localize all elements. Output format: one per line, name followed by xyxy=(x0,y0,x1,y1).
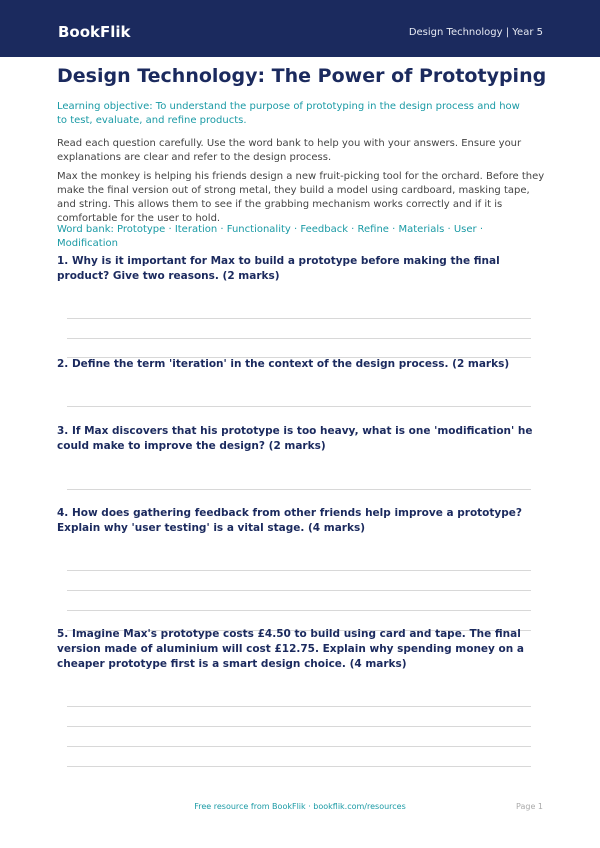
learning-objective: Learning objective: To understand the purpose of prototyping in the design process and how to test, evaluate, and refine products. xyxy=(57,101,520,126)
page-number: Page 1 xyxy=(516,802,543,811)
scenario-text: Max the monkey is helping his friends design a new fruit-picking tool for the orchard. Before they make the final version out of strong metal, they build a model using cardboard, masking tape, and string. This allows them to see if the grabbing mechanism works correctly and if it is comfortable for the user to hold. xyxy=(57,171,545,224)
brand-logo[interactable]: BookFlik xyxy=(58,23,131,41)
answer-line[interactable] xyxy=(67,766,531,767)
question-4: 4. How does gathering feedback from other friends help improve a prototype? Explain why 'user testing' is a vital stage. (4 marks) xyxy=(57,507,522,534)
question-3: 3. If Max discovers that his prototype is too heavy, what is one 'modification' he could make to improve the design? (2 marks) xyxy=(57,425,533,452)
answer-line[interactable] xyxy=(67,338,531,339)
answer-line[interactable] xyxy=(67,489,531,490)
answer-line[interactable] xyxy=(67,318,531,319)
question-1: 1. Why is it important for Max to build a prototype before making the final product? Give two reasons. (2 marks) xyxy=(57,255,500,282)
question-2: 2. Define the term 'iteration' in the context of the design process. (2 marks) xyxy=(57,358,510,370)
question-5: 5. Imagine Max's prototype costs £4.50 to build using card and tape. The final version made of aluminium will cost £12.75. Explain why spending money on a cheaper prototype first is a smart design choice. (4 marks) xyxy=(57,628,524,670)
answer-line[interactable] xyxy=(67,746,531,747)
answer-line[interactable] xyxy=(67,590,531,591)
header-bar xyxy=(0,0,600,57)
word-bank: Word bank: Prototype · Iteration · Functionality · Feedback · Refine · Materials · User · Modification xyxy=(57,224,484,249)
answer-line[interactable] xyxy=(67,706,531,707)
instructions: Read each question carefully. Use the word bank to help you with your answers. Ensure your explanations are clear and refer to the design process. xyxy=(57,138,522,163)
answer-line[interactable] xyxy=(67,406,531,407)
page-title: Design Technology: The Power of Prototyping xyxy=(57,65,547,87)
answer-line[interactable] xyxy=(67,726,531,727)
subject-label: Design Technology | Year 5 xyxy=(408,27,543,38)
footer-credit[interactable]: Free resource from BookFlik · bookflik.com/resources xyxy=(194,802,406,811)
answer-line[interactable] xyxy=(67,610,531,611)
answer-line[interactable] xyxy=(67,570,531,571)
